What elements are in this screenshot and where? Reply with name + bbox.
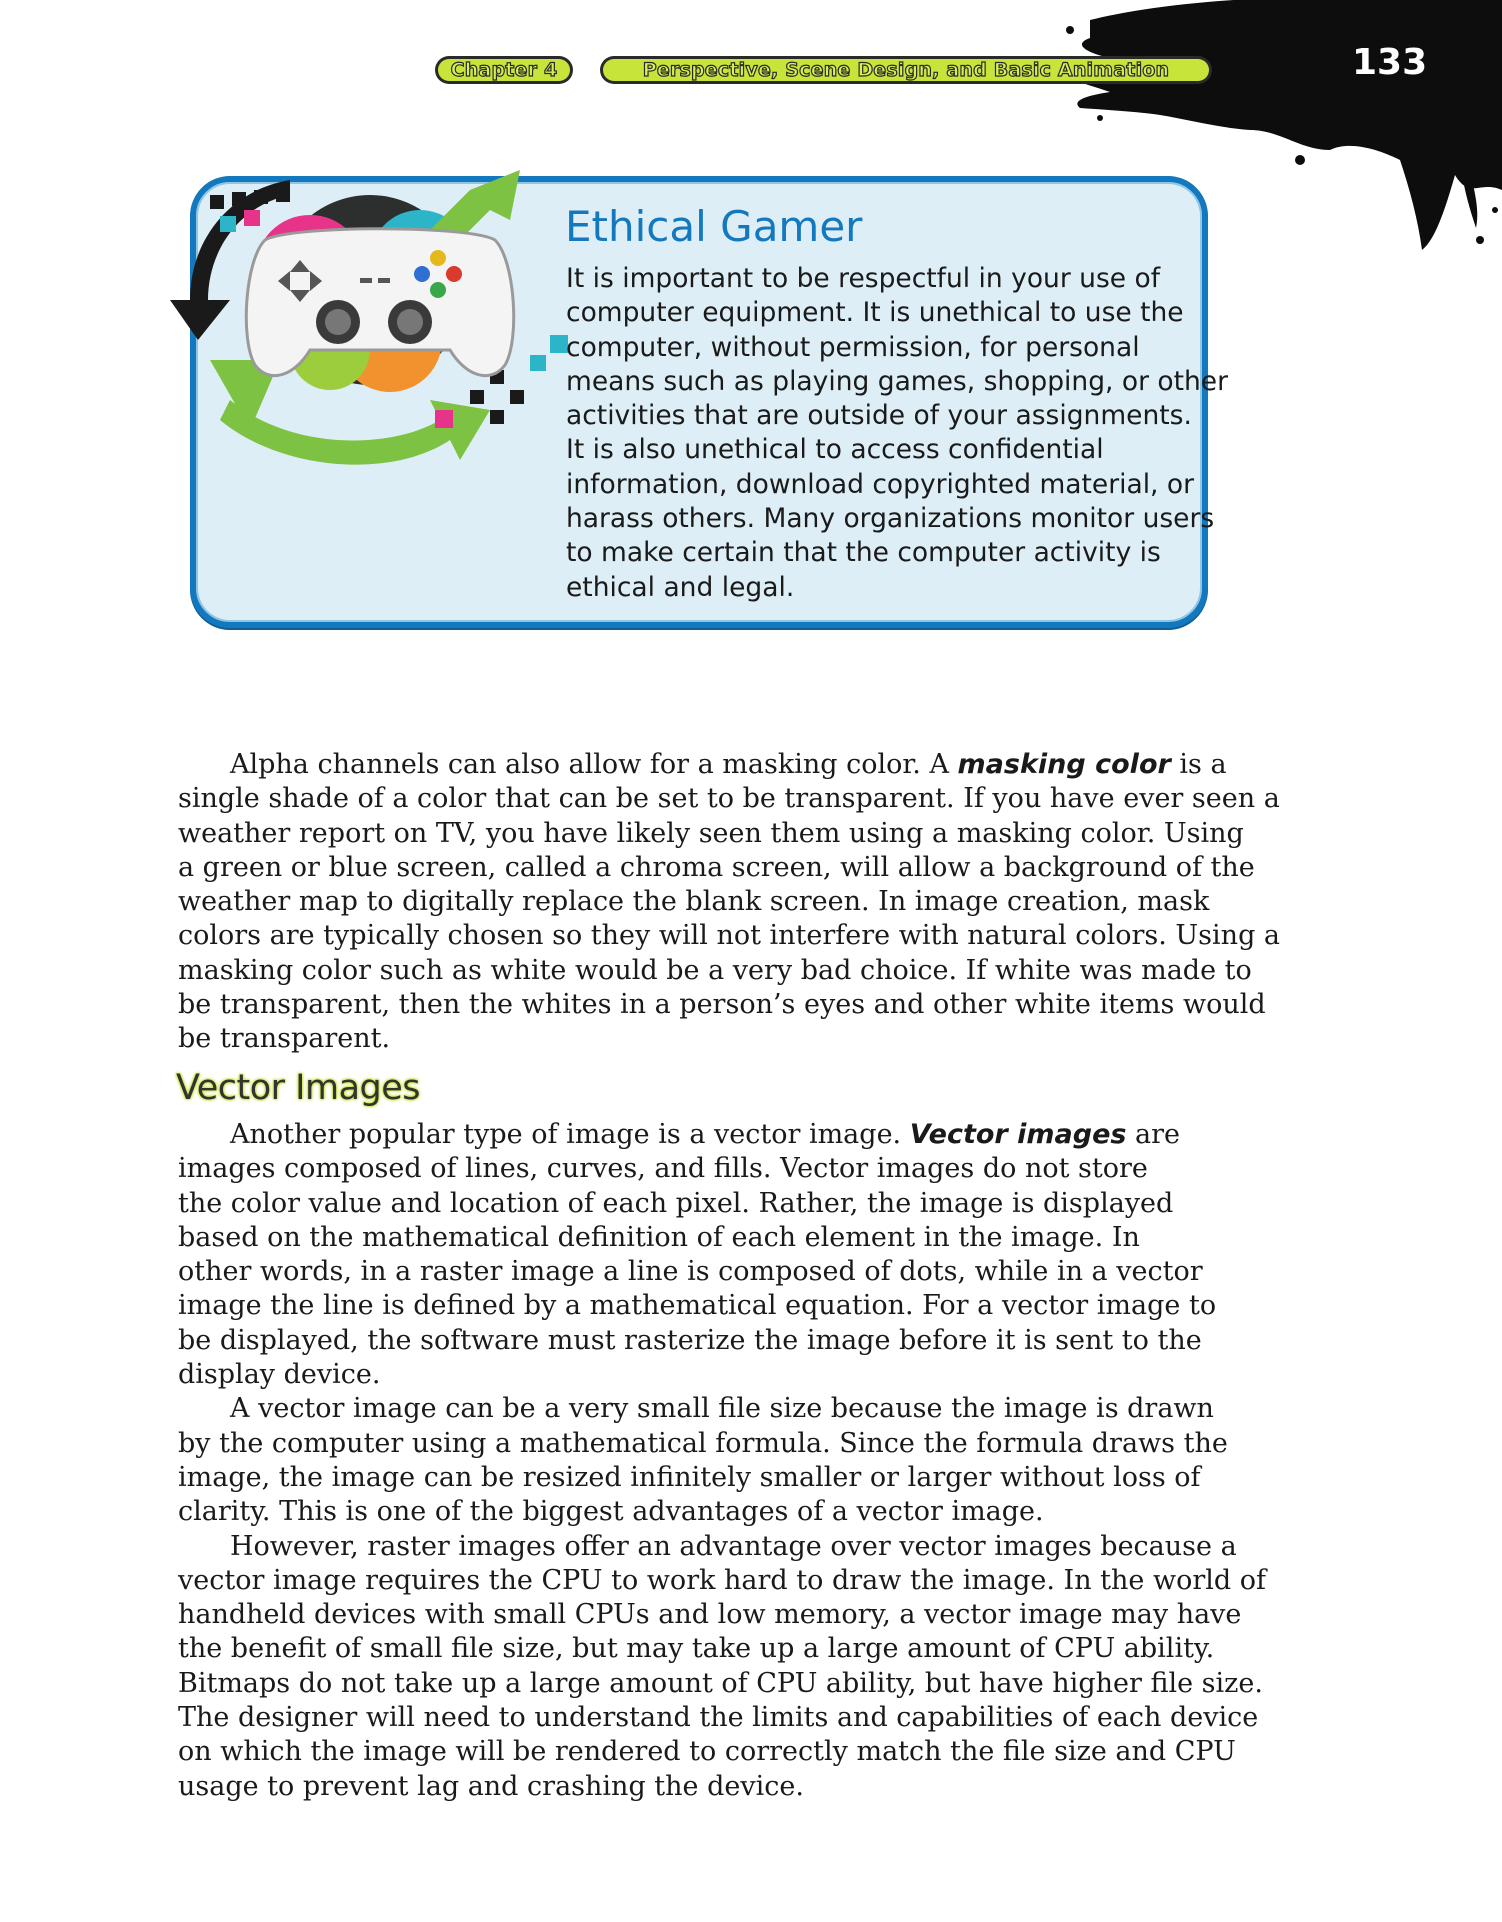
paragraph-line: vector image requires the CPU to work hard to draw the image. In the world of bbox=[178, 1564, 1266, 1596]
paragraph-line: colors are typically chosen so they will not interfere with natural colors. Using a bbox=[178, 920, 1281, 952]
paragraph-line: handheld devices with small CPUs and low memory, a vector image may have bbox=[178, 1599, 1242, 1631]
paragraph-line: Bitmaps do not take up a large amount of CPU ability, but have higher file size. bbox=[178, 1667, 1263, 1699]
text-run: are bbox=[1126, 1119, 1181, 1150]
paragraph-line: However, raster images offer an advantage over vector images because a bbox=[230, 1530, 1237, 1562]
chapter-title-tab bbox=[600, 56, 1212, 84]
sidebar-line: ethical and legal. bbox=[566, 571, 795, 603]
paragraph-line: image, the image can be resized infinitely smaller or larger without loss of bbox=[178, 1461, 1201, 1493]
sidebar-line: means such as playing games, shopping, or other bbox=[566, 365, 1228, 397]
paragraph-line: by the computer using a mathematical formula. Since the formula draws the bbox=[178, 1427, 1228, 1459]
chapter-label: Chapter 4 bbox=[438, 59, 570, 81]
paragraph-line: be displayed, the software must rasterize the image before it is sent to the bbox=[178, 1324, 1202, 1356]
sidebar-line: It is important to be respectful in your use of bbox=[566, 263, 1161, 294]
text-run: is a bbox=[1170, 749, 1227, 780]
key-term: Vector images bbox=[909, 1119, 1127, 1150]
key-term: masking color bbox=[957, 749, 1171, 780]
paragraph-line: the benefit of small file size, but may take up a large amount of CPU ability. bbox=[178, 1633, 1215, 1665]
paragraph-line: usage to prevent lag and crashing the device. bbox=[178, 1770, 804, 1802]
text-run: Alpha channels can also allow for a masking color. A bbox=[230, 749, 958, 780]
paragraph-masking-color bbox=[178, 748, 1281, 1057]
paragraph-line: based on the mathematical definition of each element in the image. In bbox=[178, 1221, 1140, 1253]
sidebar-line: information, download copyrighted material, or bbox=[566, 468, 1195, 500]
chapter-title: Perspective, Scene Design, and Basic Animation bbox=[603, 59, 1209, 81]
page-number: 133 bbox=[1352, 42, 1428, 83]
paragraph-line: clarity. This is one of the biggest advantages of a vector image. bbox=[178, 1496, 1044, 1528]
chapter-label-tab bbox=[435, 56, 573, 84]
sidebar-line: It is also unethical to access confidential bbox=[566, 434, 1104, 466]
paragraph-line: display device. bbox=[178, 1359, 381, 1391]
paragraph-line: other words, in a raster image a line is composed of dots, while in a vector bbox=[178, 1256, 1203, 1288]
sidebar-line: computer equipment. It is unethical to use the bbox=[566, 297, 1184, 329]
sidebar-title: Ethical Gamer bbox=[565, 202, 863, 251]
sidebar-text bbox=[566, 262, 1228, 605]
paragraph-line: masking color such as white would be a very bad choice. If white was made to bbox=[178, 954, 1252, 986]
sidebar-line: harass others. Many organizations monitor users bbox=[566, 503, 1215, 535]
paragraph-line: on which the image will be rendered to correctly match the file size and CPU bbox=[178, 1736, 1236, 1768]
paragraph-line: be transparent, then the whites in a person’s eyes and other white items would bbox=[178, 989, 1266, 1021]
text-run: Another popular type of image is a vector image. bbox=[230, 1119, 910, 1150]
paragraph-line bbox=[178, 748, 1238, 782]
paragraph-line: A vector image can be a very small file size because the image is drawn bbox=[230, 1393, 1214, 1425]
paragraph-line: image the line is defined by a mathematical equation. For a vector image to bbox=[178, 1290, 1217, 1322]
section-heading: Vector Images bbox=[176, 1068, 421, 1108]
paragraph-line bbox=[178, 1118, 1238, 1152]
paragraph-line: the color value and location of each pixel. Rather, the image is displayed bbox=[178, 1187, 1174, 1219]
paragraph-line: images composed of lines, curves, and fills. Vector images do not store bbox=[178, 1153, 1148, 1185]
paragraph-line: single shade of a color that can be set to be transparent. If you have ever seen a bbox=[178, 783, 1280, 815]
sidebar-line: activities that are outside of your assignments. bbox=[566, 400, 1192, 432]
paragraph-line: be transparent. bbox=[178, 1023, 391, 1055]
section-vector-images bbox=[178, 1118, 1266, 1804]
paragraph-line: weather report on TV, you have likely seen them using a masking color. Using bbox=[178, 817, 1244, 849]
paragraph-line: a green or blue screen, called a chroma screen, will allow a background of the bbox=[178, 851, 1255, 883]
paragraph-line: The designer will need to understand the limits and capabilities of each device bbox=[178, 1702, 1259, 1734]
game-controller-icon bbox=[170, 150, 590, 490]
sidebar-line: to make certain that the computer activity is bbox=[566, 537, 1161, 569]
sidebar-line: computer, without permission, for personal bbox=[566, 331, 1140, 363]
paragraph-line: weather map to digitally replace the blank screen. In image creation, mask bbox=[178, 886, 1210, 918]
